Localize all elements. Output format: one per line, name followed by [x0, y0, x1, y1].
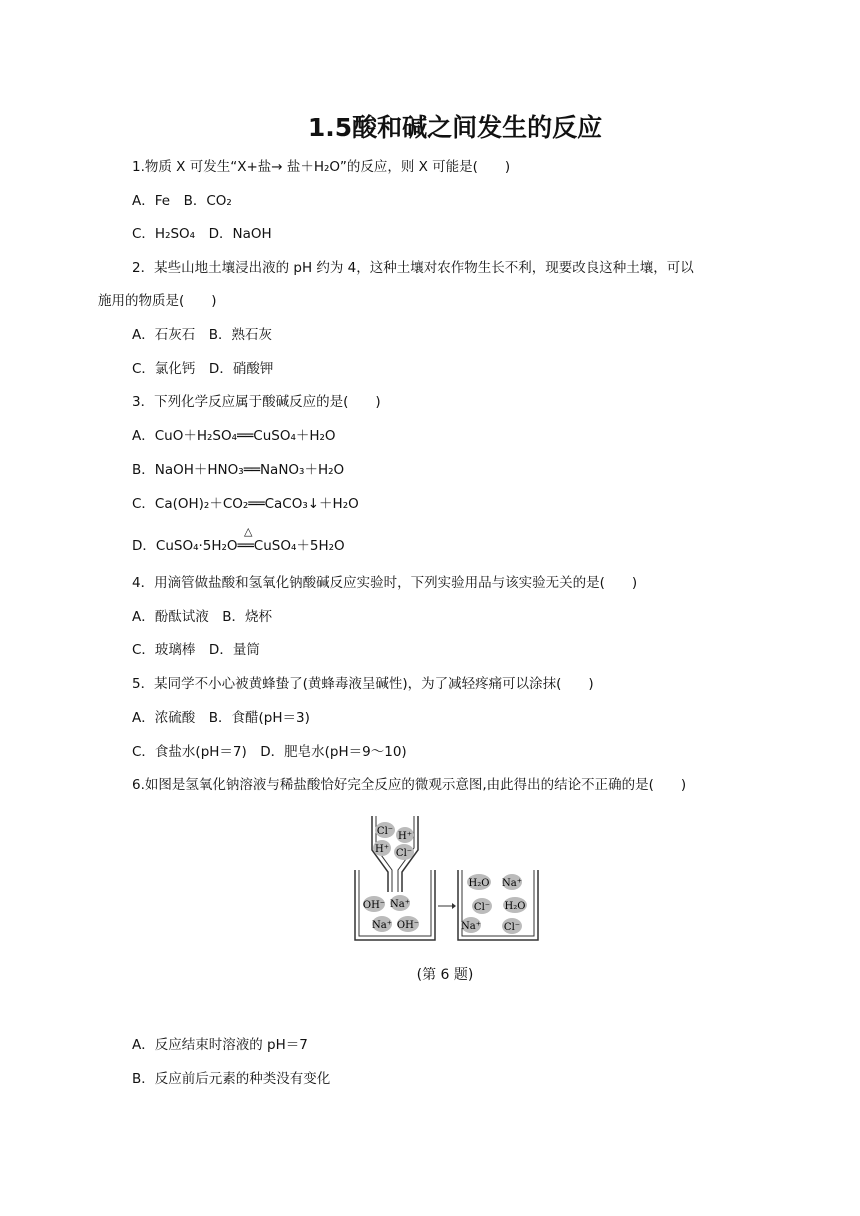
figure-caption: (第 6 题): [416, 967, 474, 983]
q6-stem: 6.如图是氢氧化钠溶液与稀盐酸恰好完全反应的微观示意图,由此得出的结论不正确的是( ): [132, 777, 687, 793]
svg-text:OH⁻: OH⁻: [362, 900, 386, 911]
funnel-ion: [394, 844, 414, 860]
funnel-ion: [373, 840, 391, 856]
q3-option-d-text: D．CuSO₄·5H₂O══CuSO₄＋5H₂O: [132, 538, 345, 554]
page-title: 1.5酸和碱之间发生的反应: [307, 113, 603, 142]
q4-options-cd: C．玻璃棒 D．量筒: [132, 642, 260, 658]
q3-option-b: B．NaOH＋HNO₃══NaNO₃＋H₂O: [132, 462, 345, 478]
q5-stem: 5．某同学不小心被黄蜂蛰了(黄蜂毒液呈碱性)，为了减轻疼痛可以涂抹( ): [132, 676, 594, 692]
svg-text:Cl⁻: Cl⁻: [503, 922, 521, 933]
svg-text:Cl⁻: Cl⁻: [473, 902, 491, 913]
q2-options-ab: A．石灰石 B．熟石灰: [132, 327, 272, 343]
left-ion: [390, 895, 410, 911]
svg-text:Na⁺: Na⁺: [372, 920, 392, 931]
funnel-ion: [396, 827, 414, 843]
svg-text:Na⁺: Na⁺: [461, 921, 481, 932]
right-ion: [502, 918, 522, 934]
svg-text:Na⁺: Na⁺: [390, 899, 410, 910]
svg-text:H₂O: H₂O: [468, 878, 490, 889]
q3-option-a: A．CuO＋H₂SO₄══CuSO₄＋H₂O: [132, 428, 336, 444]
q1-options-cd: C．H₂SO₄ D．NaOH: [132, 226, 272, 242]
svg-text:H⁺: H⁺: [398, 831, 412, 842]
svg-text:Na⁺: Na⁺: [502, 878, 522, 889]
right-ion: [472, 898, 492, 914]
q4-options-ab: A．酚酞试液 B．烧杯: [132, 609, 272, 625]
right-ion: [503, 897, 527, 913]
q6-option-b: B．反应前后元素的种类没有变化: [132, 1071, 331, 1087]
q2-stem-line1: 2．某些山地土壤浸出液的 pH 约为 4，这种土壤对农作物生长不利，现要改良这种土壤，可以: [132, 260, 694, 276]
q1-options-ab: A．Fe B．CO₂: [132, 193, 232, 209]
q5-options-ab: A．浓硫酸 B．食醋(pH＝3): [132, 710, 310, 726]
heating-condition-symbol: △: [244, 525, 253, 538]
svg-text:OH⁻: OH⁻: [396, 920, 420, 931]
funnel-ion: [375, 822, 395, 838]
reaction-diagram: [350, 814, 540, 944]
left-ion: [372, 916, 392, 932]
left-ion: [397, 916, 419, 932]
q6-option-a: A．反应结束时溶液的 pH＝7: [132, 1037, 308, 1053]
left-ion: [363, 896, 385, 912]
svg-text:Cl⁻: Cl⁻: [395, 848, 413, 859]
q1-stem: 1.物质 X 可发生“X+盐→ 盐＋H₂O”的反应，则 X 可能是( ): [132, 159, 511, 175]
q5-options-cd: C．食盐水(pH＝7) D．肥皂水(pH＝9～10): [132, 744, 407, 760]
q4-stem: 4．用滴管做盐酸和氢氧化钠酸碱反应实验时，下列实验用品与该实验无关的是( ): [132, 575, 638, 591]
svg-text:Cl⁻: Cl⁻: [376, 826, 394, 837]
right-ion: [502, 874, 522, 890]
q2-options-cd: C．氯化钙 D．硝酸钾: [132, 361, 274, 377]
q2-stem-line2: 施用的物质是( ): [98, 293, 217, 309]
svg-text:H₂O: H₂O: [504, 901, 526, 912]
right-ion: [461, 917, 481, 933]
right-ion: [467, 874, 491, 890]
q3-option-d: [132, 525, 345, 556]
q3-option-c: C．Ca(OH)₂＋CO₂══CaCO₃↓＋H₂O: [132, 496, 359, 512]
svg-text:H⁺: H⁺: [375, 844, 389, 855]
q3-stem: 3．下列化学反应属于酸碱反应的是( ): [132, 394, 381, 410]
arrow-icon: [438, 903, 456, 909]
